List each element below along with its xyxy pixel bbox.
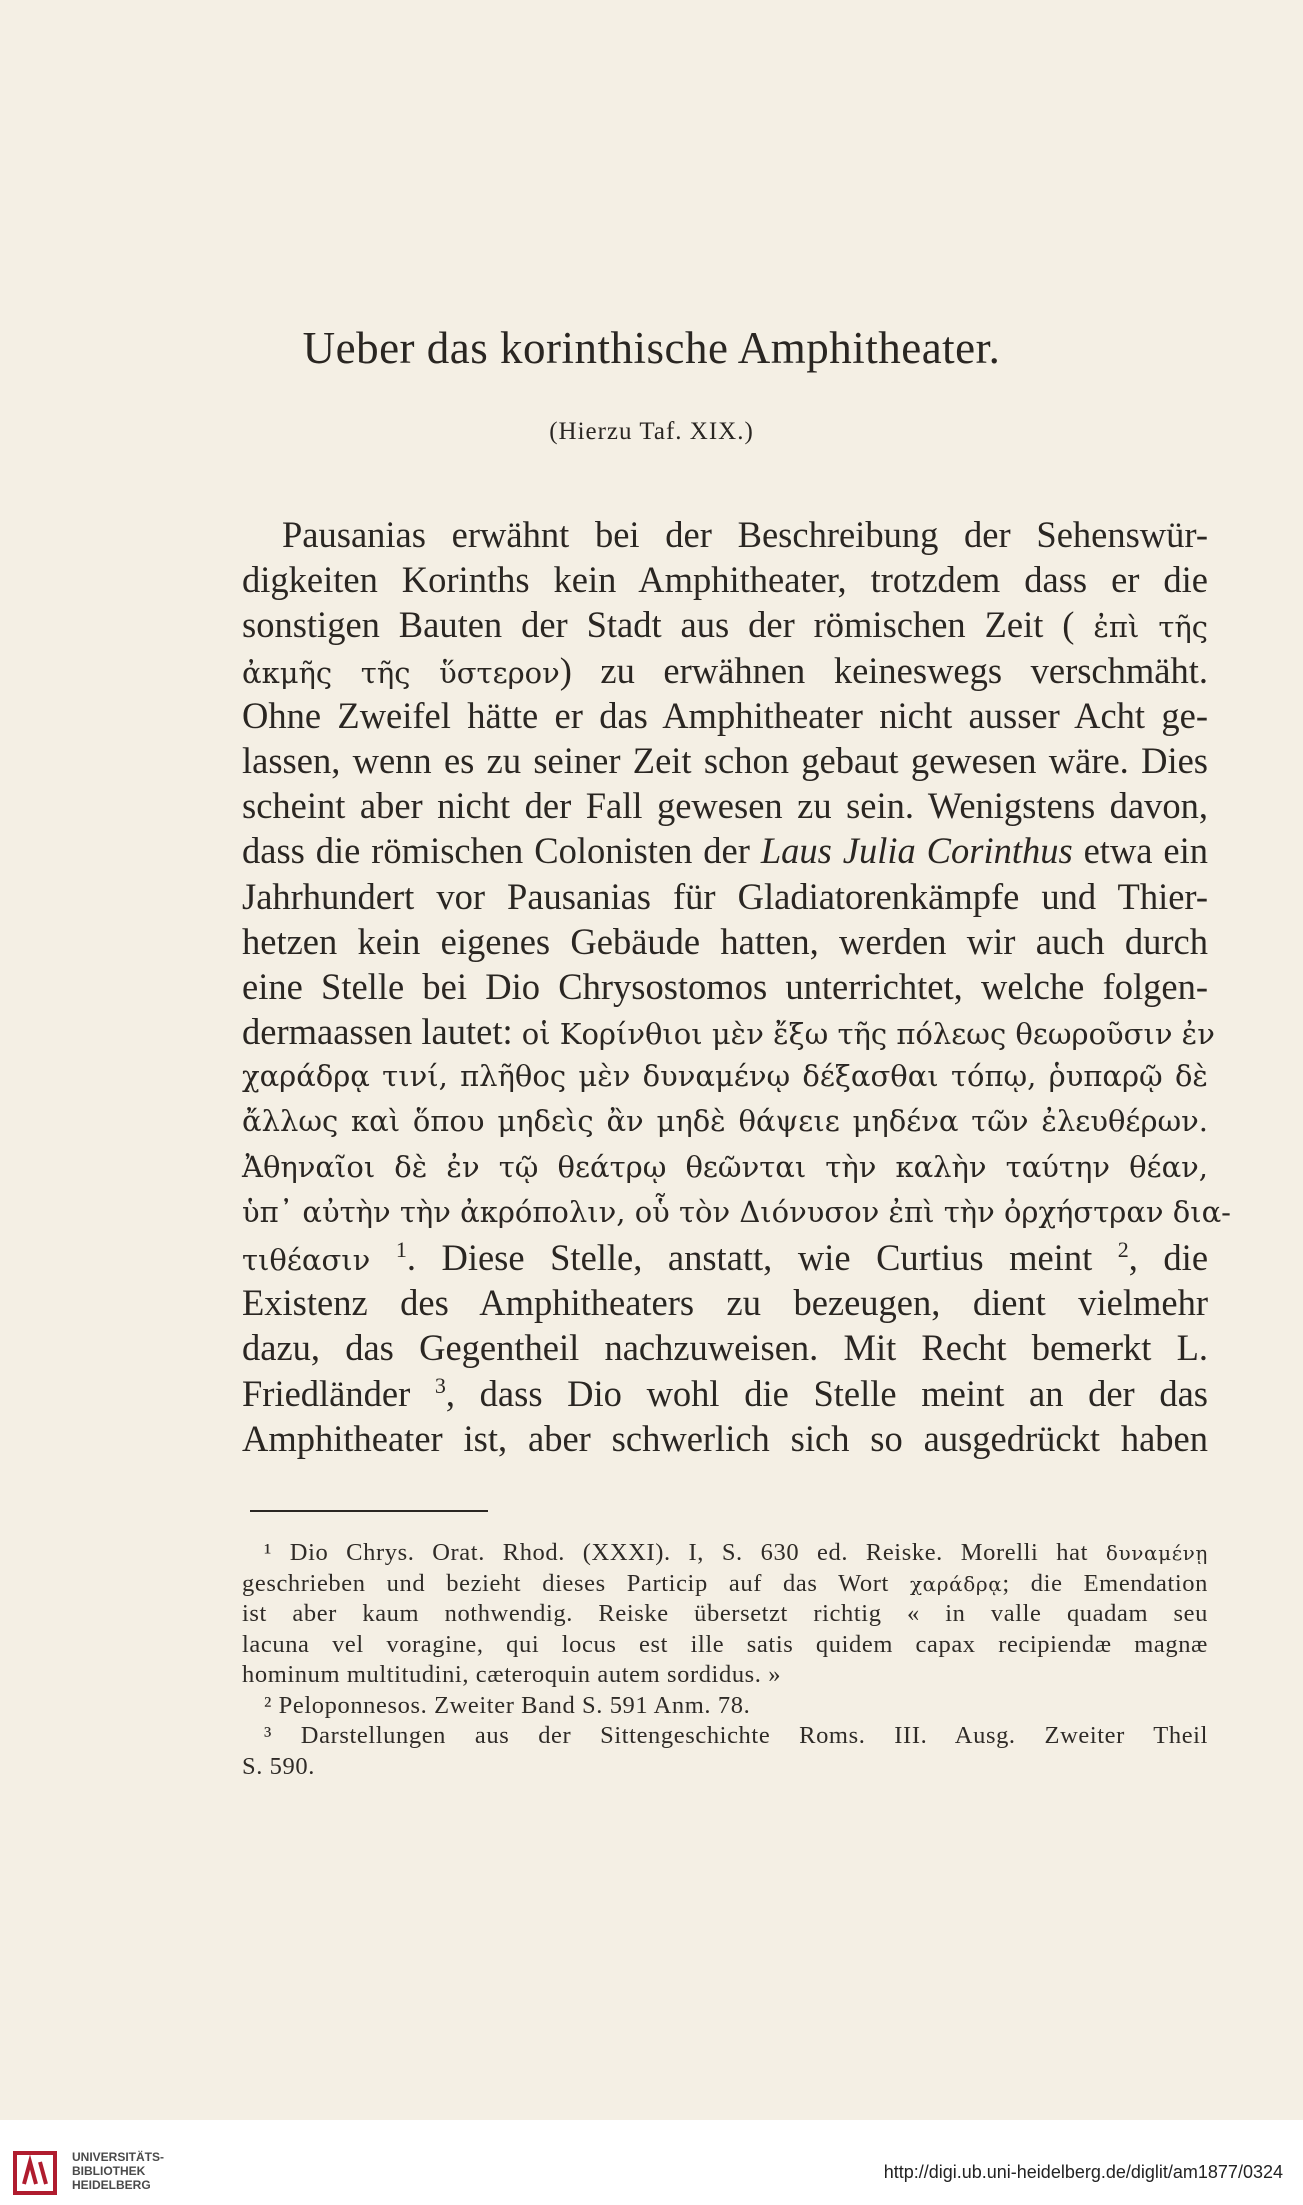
text-line: lassen, wenn es zu seiner Zeit schon gebaut gewesen wäre. Dies: [242, 739, 1208, 781]
text-line: Jahrhundert vor Pausanias für Gladiatorenkämpfe und Thier-: [242, 875, 1208, 917]
greek-line: ὑπ᾽ αὐτὴν τὴν ἀκρόπολιν, οὗ τὸν Διόνυσον ἐπὶ τὴν ὀρχήστραν δια-: [242, 1194, 1231, 1229]
text-line: dermaassen lautet: οἱ Κορίνθιοι μὲν ἔξω τῆς πόλεως θεωροῦσιν ἐν: [242, 1011, 1215, 1053]
footnote-line: lacuna vel voragine, qui locus est ille satis quidem capax recipiendæ magnæ: [242, 1630, 1208, 1658]
greek-phrase: ἐπὶ τῆς: [1093, 610, 1209, 645]
library-logo-icon: [12, 2150, 58, 2196]
page-title: Ueber das korinthische Amphitheater.: [302, 323, 1001, 373]
text-line: Existenz des Amphitheaters zu bezeugen, dient vielmehr: [242, 1282, 1208, 1324]
text-line: hetzen kein eigenes Gebäude hatten, werden wir auch durch: [242, 920, 1208, 962]
footnote-line: ist aber kaum nothwendig. Reiske übersetzt richtig « in valle quadam seu: [242, 1600, 1208, 1627]
text-line: Friedländer $^3$, dass Dio wohl die Stelle meint an der das: [242, 1372, 1208, 1414]
footnote-ref: 1: [395, 1236, 407, 1262]
footnote-line: ¹ Dio Chrys. Orat. Rhod. (XXXI). I, S. 630 ed. Reiske. Morelli hat δυναμένῃ: [264, 1539, 1208, 1566]
footnotes: [242, 1538, 1208, 1782]
source-url[interactable]: http://digi.ub.uni-heidelberg.de/diglit/am1877/0324: [883, 2162, 1283, 2182]
greek-phrase: ἀκμῆς τῆς ὕστερον: [242, 655, 560, 690]
text-line: scheint aber nicht der Fall gewesen zu sein. Wenigstens davon,: [242, 785, 1208, 827]
text-line: digkeiten Korinths kein Amphitheater, trotzdem dass er die: [242, 559, 1208, 601]
text-line: dass die römischen Colonisten der Laus Julia Corinthus etwa ein: [242, 830, 1209, 872]
text-line: Pausanias erwähnt bei der Beschreibung der Sehenswür-: [282, 514, 1208, 555]
greek-line: Ἀθηναῖοι δὲ ἐν τῷ θεάτρῳ θεῶνται τὴν καλὴν ταύτην θέαν,: [242, 1149, 1208, 1184]
footnote-line: ³ Darstellungen aus der Sittengeschichte Roms. III. Ausg. Zweiter Theil: [264, 1722, 1208, 1749]
greek-line: χαράδρᾳ τινί, πλῆθος μὲν δυναμένῳ δέξασθαι τόπῳ, ῥυπαρῷ δὲ: [242, 1059, 1208, 1094]
italic-phrase: Laus Julia Corinthus: [760, 830, 1073, 872]
footnote-ref: 3: [434, 1372, 446, 1398]
footnote-ref: 2: [1117, 1236, 1129, 1262]
main-text: [242, 512, 1231, 1461]
text-line: eine Stelle bei Dio Chrysostomos unterrichtet, welche folgen-: [242, 965, 1208, 1007]
footnote-line: hominum multitudini, cæteroquin autem sordidus. »: [242, 1661, 782, 1688]
text-line: τιθέασιν $^1$. Diese Stelle, anstatt, wie Curtius meint $^2$, die: [242, 1236, 1209, 1278]
library-name: UNIVERSITÄTS- BIBLIOTHEK HEIDELBERG: [72, 2150, 165, 2192]
text-line: Ohne Zweifel hätte er das Amphitheater nicht ausser Acht ge-: [242, 694, 1208, 736]
greek-line: ἄλλως καὶ ὅπου μηδεὶς ἂν μηδὲ θάψειε μηδένα τῶν ἐλευθέρων.: [242, 1104, 1208, 1139]
greek-phrase: οἱ Κορίνθιοι μὲν ἔξω τῆς πόλεως θεωροῦσιν ἐν: [521, 1017, 1215, 1052]
footnote-divider: [250, 1510, 488, 1512]
text-line: ἀκμῆς τῆς ὕστερον) zu erwähnen keineswegs verschmäht.: [242, 649, 1208, 691]
plate-reference: (Hierzu Taf. XIX.): [549, 418, 754, 445]
footnote-line: geschrieben und bezieht dieses Particip auf das Wort χαράδρᾳ; die Emendation: [242, 1569, 1208, 1597]
text-line: sonstigen Bauten der Stadt aus der römischen Zeit ( ἐπὶ τῆς: [242, 604, 1209, 646]
footnote-line: ² Peloponnesos. Zweiter Band S. 591 Anm. 78.: [264, 1691, 751, 1719]
text-line: Amphitheater ist, aber schwerlich sich so ausgedrückt haben: [242, 1417, 1208, 1459]
footnote-line: S. 590.: [242, 1752, 315, 1780]
text-line: dazu, das Gegentheil nachzuweisen. Mit Recht bemerkt L.: [242, 1327, 1208, 1369]
